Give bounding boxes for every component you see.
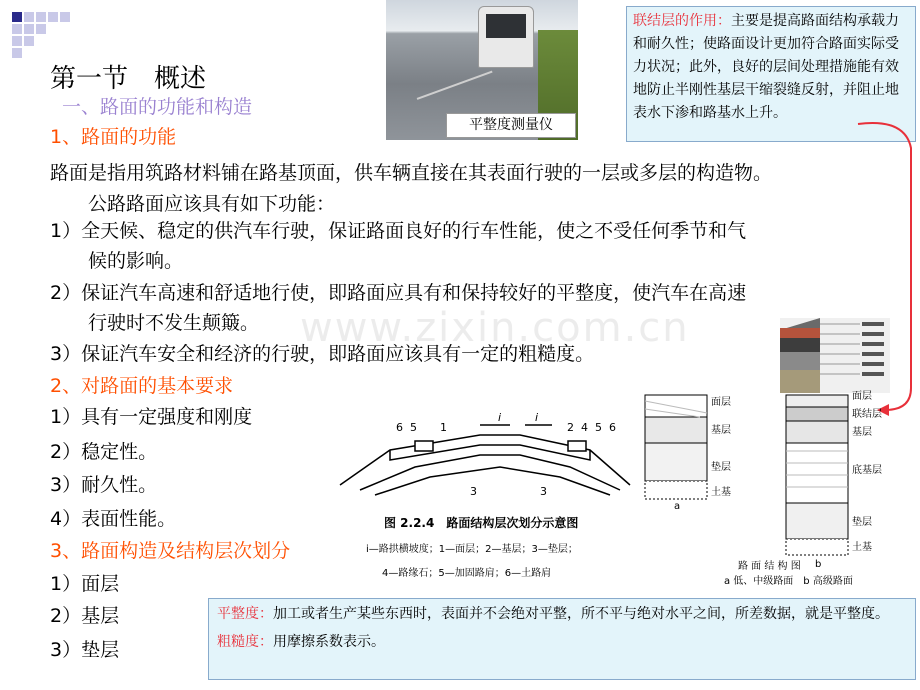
fig1-right-num-4: 4	[581, 421, 588, 434]
function-item-3: 3）保证汽车安全和经济的行驶，即路面应该具有一定的粗糙度。	[50, 343, 595, 365]
fig1-caption: 图 2.2.4 路面结构层次划分示意图	[384, 516, 579, 530]
fig1-slope-right: i	[535, 411, 539, 424]
heading-basic-requirements: 2、对路面的基本要求	[50, 375, 234, 397]
note-binder-layer-text: 主要是提高路面结构承载力和耐久性；使路面设计更加符合路面实际受力状况；此外，良好的层间处理措施能有效地防止半刚性基层干缩裂缝反射，并阻止地表水下渗和路基水上升。	[633, 13, 899, 121]
fig2-a-label-surface: 面层	[711, 397, 731, 408]
fig2-b-label-subgrade: 土基	[852, 542, 872, 553]
note-roughness-label: 粗糙度：	[217, 634, 273, 650]
note-smoothness-text: 加工或者生产某些东西时，表面并不会绝对平整，所不平与绝对水平之间，所差数据，就是平整度。	[273, 606, 889, 622]
fig1-legend-2: 4—路缘石；5—加固路肩；6—土路肩	[382, 568, 552, 579]
fig1-slope-left: i	[498, 411, 502, 424]
requirement-4: 4）表面性能。	[50, 508, 177, 530]
paragraph-functions-intro: 公路路面应该具有如下功能：	[88, 193, 336, 215]
fig2-b-label-surface: 面层	[852, 391, 872, 402]
figure-pavement-structure	[640, 385, 910, 595]
fig1-bottom-num-3b: 3	[540, 485, 547, 498]
function-item-1-cont: 候的影响。	[88, 250, 184, 272]
heading-structure-layers: 3、路面构造及结构层次划分	[50, 540, 291, 562]
fig1-legend-1: i—路拱横坡度；1—面层；2—基层；3—垫层；	[366, 544, 578, 555]
fig2-a-label-base: 基层	[711, 425, 731, 436]
photo-caption: 平整度测量仪	[446, 113, 576, 138]
fig2-sub-a: a	[674, 501, 681, 512]
paragraph-definition: 路面是指用筑路材料铺在路基顶面，供车辆直接在其表面行驶的一层或多层的构造物。	[50, 162, 773, 184]
function-item-2-cont: 行驶时不发生颠簸。	[88, 312, 260, 334]
fig1-left-num-5: 5	[410, 421, 417, 434]
heading-pavement-function: 1、路面的功能	[50, 126, 177, 148]
fig2-b-label-subbase: 底基层	[852, 465, 882, 476]
fig1-right-num-2: 2	[567, 421, 574, 434]
fig2-b-label-binder: 联结层	[852, 409, 882, 420]
fig1-bottom-num-3a: 3	[470, 485, 477, 498]
fig2-subtitle: a 低、中级路面 b 高级路面	[724, 576, 853, 587]
fig2-title: 路 面 结 构 图	[738, 561, 801, 572]
requirement-1: 1）具有一定强度和刚度	[50, 406, 253, 428]
fig2-sub-b: b	[815, 559, 822, 570]
note-roughness-text: 用摩擦系数表示。	[273, 634, 385, 650]
figure-cross-section	[330, 395, 640, 600]
fig2-a-label-cushion: 垫层	[711, 462, 731, 473]
fig2-a-label-subgrade: 土基	[711, 487, 731, 498]
fig1-left-num-1: 1	[440, 421, 447, 434]
requirement-2: 2）稳定性。	[50, 441, 158, 463]
fig1-right-num-6: 6	[609, 421, 616, 434]
note-binder-layer-label: 联结层的作用：	[633, 13, 731, 29]
fig1-left-num-6: 6	[396, 421, 403, 434]
heading-functions-and-structure: 一、路面的功能和构造	[62, 96, 253, 118]
fig1-right-num-5: 5	[595, 421, 602, 434]
note-smoothness-roughness	[208, 598, 916, 680]
note-smoothness-label: 平整度：	[217, 606, 273, 622]
function-item-2: 2）保证汽车高速和舒适地行使，即路面应具有和保持较好的平整度，使汽车在高速	[50, 282, 747, 304]
layer-item-3: 3）垫层	[50, 639, 120, 661]
section-title: 第一节 概述	[50, 64, 207, 94]
fig2-b-label-cushion: 垫层	[852, 517, 872, 528]
layer-item-1: 1）面层	[50, 573, 120, 595]
watermark: www.zixin.com.cn	[300, 305, 690, 351]
fig2-b-label-base: 基层	[852, 427, 872, 438]
layer-item-2: 2）基层	[50, 605, 120, 627]
requirement-3: 3）耐久性。	[50, 474, 158, 496]
function-item-1: 1）全天候、稳定的供汽车行驶，保证路面良好的行车性能，使之不受任何季节和气	[50, 220, 747, 242]
pavement-layers-sample-image	[780, 318, 890, 393]
